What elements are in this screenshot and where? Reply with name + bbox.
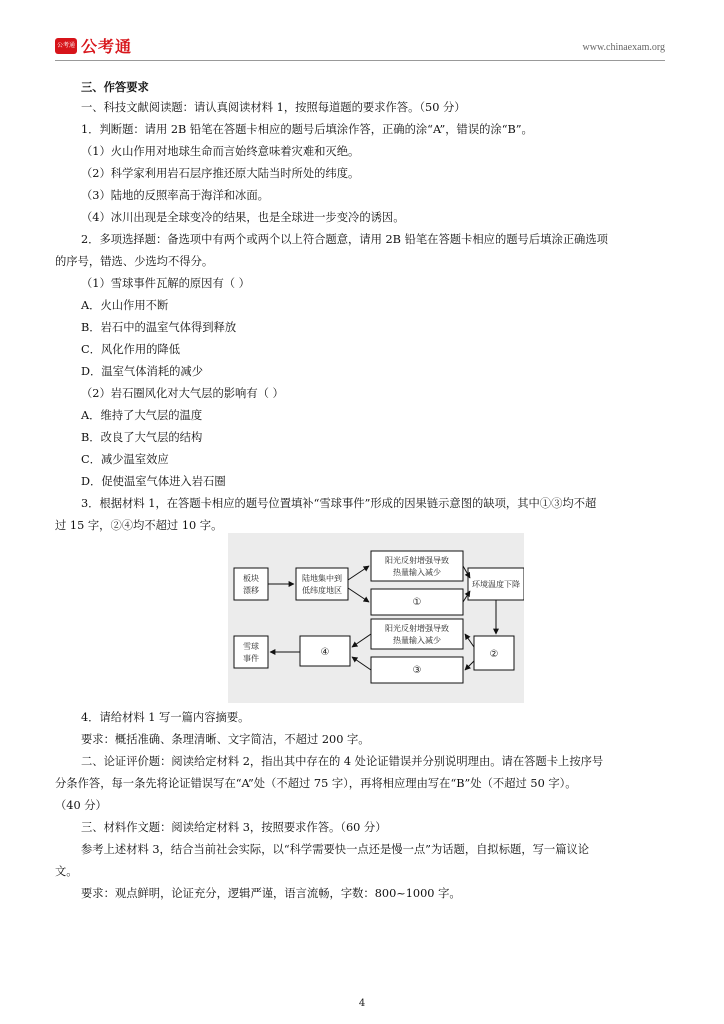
arrow-mid-reflect-to-4 bbox=[352, 634, 371, 647]
brand-logo[interactable] bbox=[55, 34, 132, 57]
causal-chain-diagram bbox=[228, 533, 524, 703]
site-url[interactable]: www.chinaexam.org bbox=[582, 42, 665, 53]
arrow-land-to-1 bbox=[348, 588, 369, 602]
question-title: 2．多项选择题：备选项中有两个或两个以上符合题意，请用 2B 铅笔在答题卡相应的题号后填涂正确选项 bbox=[81, 233, 608, 246]
option-b: B．岩石中的温室气体得到释放 bbox=[81, 321, 237, 334]
option-a: A．维持了大气层的温度 bbox=[81, 409, 203, 422]
question-group-title: 三、材料作文题：阅读给定材料 3，按照要求作答。（60 分） bbox=[81, 821, 387, 834]
label-drift-1: 板块 bbox=[243, 574, 259, 583]
arrow-3-to-4 bbox=[352, 657, 371, 670]
option-b: B．改良了大气层的结构 bbox=[81, 431, 203, 444]
label-land-2: 低纬度地区 bbox=[302, 586, 342, 595]
essay-instruction-cont: 文。 bbox=[55, 865, 78, 878]
label-top-reflect-1: 阳光反射增强导致 bbox=[385, 556, 449, 565]
label-snowball-2: 事件 bbox=[243, 654, 259, 663]
option-d: D．温室气体消耗的减少 bbox=[81, 365, 204, 378]
label-circle-2: ② bbox=[489, 649, 499, 660]
question-title-cont: 过 15 字，②④均不超过 10 字。 bbox=[55, 519, 223, 532]
label-mid-reflect-1: 阳光反射增强导致 bbox=[385, 624, 449, 633]
box-continental-drift bbox=[234, 568, 268, 600]
label-circle-3: ③ bbox=[412, 665, 422, 676]
question-title: 4．请给材料 1 写一篇内容摘要。 bbox=[81, 711, 250, 724]
box-land-low-latitude bbox=[296, 568, 348, 600]
box-snowball bbox=[234, 636, 268, 668]
requirement: 要求：概括准确、条理清晰、文字简洁，不超过 200 字。 bbox=[81, 733, 370, 746]
option-c: C．减少温室效应 bbox=[81, 453, 169, 466]
question-group-title-cont: 分条作答，每一条先将论证错误写在“A”处（不超过 75 字），再将相应理由写在“B”处（不超过 50 字）。 bbox=[55, 777, 577, 790]
score-note: （40 分） bbox=[55, 799, 107, 812]
option-c: C．风化作用的降低 bbox=[81, 343, 181, 356]
label-circle-1: ① bbox=[412, 597, 422, 608]
statement-item: （2）科学家利用岩石层序推还原大陆当时所处的纬度。 bbox=[81, 167, 360, 180]
requirement: 要求：观点鲜明，论证充分，逻辑严谨，语言流畅，字数：800~1000 字。 bbox=[81, 887, 461, 900]
question-title-cont: 的序号，错选、少选均不得分。 bbox=[55, 255, 214, 268]
page-header bbox=[55, 34, 665, 56]
diagram-svg bbox=[228, 533, 524, 703]
arrow-2-to-mid-reflect bbox=[465, 634, 474, 647]
arrow-2-to-3 bbox=[465, 661, 474, 670]
question-group-title: 一、科技文献阅读题：请认真阅读材料 1，按照每道题的要求作答。（50 分） bbox=[81, 101, 466, 114]
essay-instruction: 参考上述材料 3，结合当前社会实际，以“科学需要快一点还是慢一点”为话题，自拟标题，写一篇议论 bbox=[81, 843, 590, 856]
statement-item: （3）陆地的反照率高于海洋和冰面。 bbox=[81, 189, 269, 202]
logo-badge: 公考通 bbox=[55, 38, 77, 54]
label-circle-4: ④ bbox=[320, 647, 330, 658]
arrow-land-to-reflect bbox=[348, 566, 369, 580]
section-heading: 三、作答要求 bbox=[81, 80, 149, 94]
label-land-1: 陆地集中到 bbox=[302, 574, 342, 583]
header-divider bbox=[55, 60, 665, 61]
page-number: 4 bbox=[358, 998, 366, 1009]
label-drift-2: 漂移 bbox=[243, 586, 259, 595]
label-temp-drop: 环境温度下降 bbox=[472, 580, 520, 589]
label-top-reflect-2: 热量输入减少 bbox=[393, 568, 441, 577]
sub-question: （1）雪球事件瓦解的原因有（ ） bbox=[81, 277, 250, 290]
statement-item: （1）火山作用对地球生命而言始终意味着灾难和灭绝。 bbox=[81, 145, 360, 158]
label-snowball-1: 雪球 bbox=[243, 642, 259, 651]
option-d: D．促使温室气体进入岩石圈 bbox=[81, 475, 226, 488]
label-mid-reflect-2: 热量输入减少 bbox=[393, 636, 441, 645]
logo-text: 公考通 bbox=[81, 37, 133, 56]
question-title: 1．判断题：请用 2B 铅笔在答题卡相应的题号后填涂作答，正确的涂“A”，错误的涂“B”。 bbox=[81, 123, 533, 136]
question-title: 3．根据材料 1，在答题卡相应的题号位置填补“雪球事件”形成的因果链示意图的缺项，其中①③均不超 bbox=[81, 497, 597, 510]
sub-question: （2）岩石圈风化对大气层的影响有（ ） bbox=[81, 387, 284, 400]
question-group-title: 二、论证评价题：阅读给定材料 2，指出其中存在的 4 处论证错误并分别说明理由。请在答题卡上按序号 bbox=[81, 755, 604, 768]
option-a: A．火山作用不断 bbox=[81, 299, 169, 312]
statement-item: （4）冰川出现是全球变冷的结果，也是全球进一步变冷的诱因。 bbox=[81, 211, 405, 224]
